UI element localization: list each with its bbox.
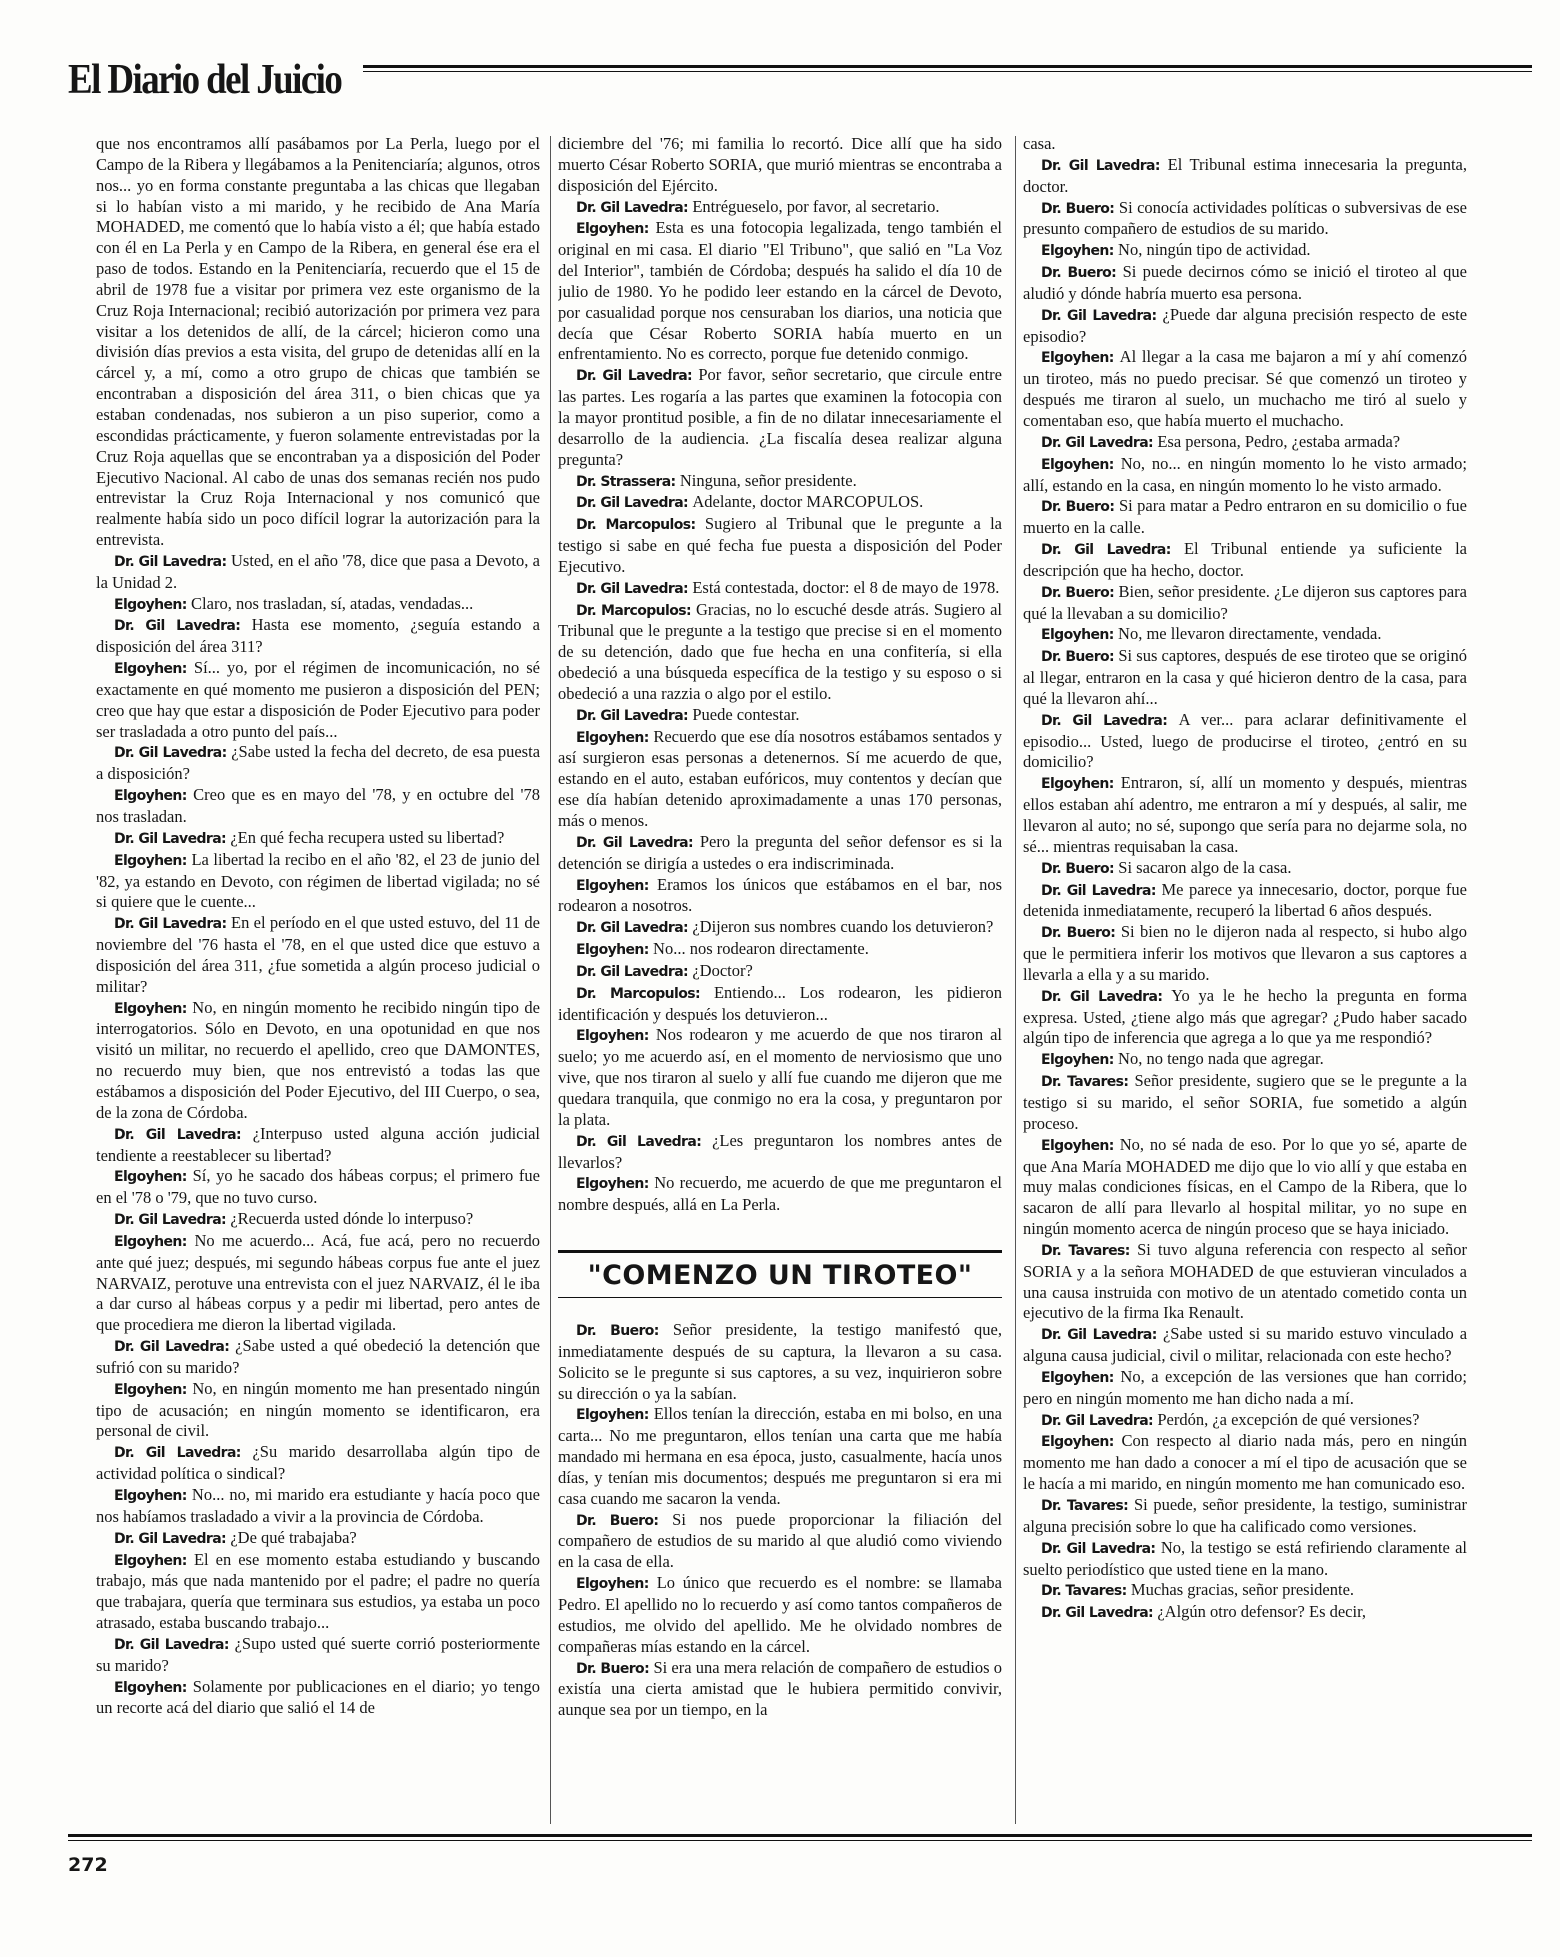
speaker-name: Dr. Gil Lavedra: xyxy=(1041,1605,1154,1622)
paragraph-text: ¿Dijeron sus nombres cuando los detuvieron? xyxy=(692,917,994,937)
speaker-name: Elgoyhen: xyxy=(576,942,649,959)
paragraph-text: El Tribunal estima innecesaria la pregunta, doctor. xyxy=(1023,154,1467,196)
transcript-paragraph xyxy=(558,365,1002,470)
transcript-paragraph xyxy=(96,1442,540,1485)
transcript-paragraph xyxy=(96,1634,540,1677)
speaker-name: Dr. Buero: xyxy=(1041,649,1115,666)
speaker-name: Dr. Gil Lavedra: xyxy=(114,830,227,847)
transcript-paragraph xyxy=(1023,347,1467,431)
speaker-name: Elgoyhen: xyxy=(114,852,187,869)
paragraph-text: Si puede decirnos cómo se inició el tiroteo al que aludió y dónde habría muerto esa persona. xyxy=(1023,262,1467,303)
transcript-paragraph xyxy=(558,600,1002,705)
paragraph-text: Recuerdo que ese día nosotros estábamos sentados y así surgieron esas personas a detenernos. Sí me acuerdo de que, estando en el auto, estaban eufóricos, muy contentos y decían que ese día habían detenido aproximadamente a unas 170 personas, más o menos. xyxy=(558,726,1002,830)
article-body xyxy=(96,134,1518,1824)
speaker-name: Dr. Gil Lavedra: xyxy=(1041,988,1163,1005)
column-2 xyxy=(558,134,1002,1824)
transcript-paragraph xyxy=(1023,539,1467,582)
paragraph-text: Señor presidente, sugiero que se le pregunte a la testigo si su marido, el señor SORIA, fue sometido a algún proceso. xyxy=(1023,1071,1467,1133)
paragraph-text: No... nos rodearon directamente. xyxy=(653,939,869,959)
transcript-paragraph xyxy=(1023,880,1467,923)
transcript-paragraph xyxy=(1023,1240,1467,1324)
paragraph-text: No me acuerdo... Acá, fue acá, pero no recuerdo ante qué juez; después, mi segundo hábeas corpus fue ante el juez NARVAIZ, perotuve una entrevista con el juez NARVAIZ, él le iba a dar curso al hábeas corpus y a pedir mi libertad, pero antes de que procediera me dieron la libertad vigilada. xyxy=(96,1230,540,1335)
paragraph-text: Usted, en el año '78, dice que pasa a Devoto, a la Unidad 2. xyxy=(96,550,540,592)
speaker-name: Dr. Tavares: xyxy=(1041,1074,1129,1091)
paragraph-text: Si tuvo alguna referencia con respecto al señor SORIA y a la señora MOHADED de que estuvieran vinculados a una causa instruida con motivo de un atentado cometido conta un ejecutivo de la firma Ika Renault. xyxy=(1023,1239,1467,1323)
speaker-name: Dr. Gil Lavedra: xyxy=(114,618,241,635)
speaker-name: Dr. Tavares: xyxy=(1041,1583,1127,1600)
speaker-name: Elgoyhen: xyxy=(1041,243,1114,260)
paragraph-text: Perdón, ¿a excepción de qué versiones? xyxy=(1157,1409,1420,1429)
transcript-paragraph xyxy=(1023,922,1467,986)
speaker-name: Elgoyhen: xyxy=(576,1028,649,1045)
speaker-name: Elgoyhen: xyxy=(114,596,187,613)
speaker-name: Dr. Gil Lavedra: xyxy=(576,834,694,851)
transcript-paragraph xyxy=(1023,432,1467,454)
speaker-name: Dr. Gil Lavedra: xyxy=(576,580,689,597)
speaker-name: Dr. Gil Lavedra: xyxy=(1041,434,1154,451)
speaker-name: Dr. Buero: xyxy=(1041,860,1114,877)
paragraph-text: No, en ningún momento me han presentado ningún tipo de acusación; en ningún momento se identificaron, era personal de civil. xyxy=(96,1378,540,1441)
paragraph-text: Con respecto al diario nada más, pero en ningún momento me han dado a conocer a mí el tipo de acusación que se le hacía a mi marido, en ningún momento me han comunicado eso. xyxy=(1023,1431,1467,1494)
paragraph-text: Yo ya le he hecho la pregunta en forma expresa. Usted, ¿tiene algo más que agregar? ¿Pudo haber sacado algún tipo de inferencia que agrega a lo que ya me respondió? xyxy=(1023,985,1467,1048)
speaker-name: Dr. Gil Lavedra: xyxy=(114,553,227,570)
speaker-name: Elgoyhen: xyxy=(1041,1137,1114,1154)
speaker-name: Dr. Gil Lavedra: xyxy=(576,199,689,216)
speaker-name: Elgoyhen: xyxy=(1041,1369,1114,1386)
speaker-name: Elgoyhen: xyxy=(576,1576,649,1593)
speaker-name: Dr. Gil Lavedra: xyxy=(576,963,689,980)
speaker-name: Dr. Gil Lavedra: xyxy=(1041,157,1160,174)
transcript-paragraph xyxy=(96,551,540,594)
column-divider xyxy=(550,136,551,1824)
transcript-paragraph xyxy=(1023,1410,1467,1432)
paragraph-text: ¿Sabe usted si su marido estuvo vinculado a alguna causa judicial, civil o militar, relacionada con este hecho? xyxy=(1023,1324,1467,1366)
transcript-paragraph xyxy=(96,1550,540,1634)
transcript-paragraph xyxy=(558,1173,1002,1216)
speaker-name: Elgoyhen: xyxy=(1041,1052,1114,1069)
paragraph-text: La libertad la recibo en el año '82, el 23 de junio del '82, ya estando en Devoto, con régimen de libertad vigilada; no sé si quiere que le cuente... xyxy=(96,849,540,912)
transcript-paragraph xyxy=(1023,1324,1467,1367)
speaker-name: Elgoyhen: xyxy=(1041,627,1114,644)
transcript-paragraph xyxy=(1023,1431,1467,1495)
transcript-paragraph xyxy=(1023,1602,1467,1624)
speaker-name: Elgoyhen: xyxy=(114,1488,187,1504)
speaker-name: Elgoyhen: xyxy=(114,1552,187,1569)
footer-rule-thin xyxy=(68,1840,1532,1841)
paragraph-text: diciembre del '76; mi familia lo recortó. Dice allí que ha sido muerto César Roberto SORIA, que murió mientras se encontraba a disposición del Ejército. xyxy=(558,134,1002,195)
transcript-paragraph xyxy=(1023,858,1467,880)
speaker-name: Dr. Buero: xyxy=(576,1660,650,1677)
paragraph-text: Entiendo... Los rodearon, les pidieron identificación y después los detuvieron... xyxy=(558,982,1002,1024)
paragraph-text: En el período en el que usted estuvo, del 11 de noviembre del '76 hasta el '78, en el que usted dice que estuvo a disposición del área 311, ¿fue sometida a algún proceso judicial o militar? xyxy=(96,913,540,996)
transcript-paragraph xyxy=(558,471,1002,493)
transcript-paragraph xyxy=(558,1131,1002,1174)
transcript-paragraph xyxy=(1023,305,1467,348)
transcript-paragraph xyxy=(558,1510,1002,1574)
paragraph-text: ¿En qué fecha recupera usted su libertad? xyxy=(230,827,505,847)
column-divider xyxy=(1015,136,1016,1824)
paragraph-text: Claro, nos trasladan, sí, atadas, vendadas... xyxy=(191,593,474,613)
speaker-name: Elgoyhen: xyxy=(114,788,187,805)
column-2-bottom xyxy=(558,1320,1002,1721)
speaker-name: Elgoyhen: xyxy=(576,1407,649,1424)
paragraph-text: Ninguna, señor presidente. xyxy=(679,470,857,490)
paragraph-text: que nos encontramos allí pasábamos por La Perla, luego por el Campo de la Ribera y llegábamos a la Penitenciaría; algunos, otros nos... yo en forma constante preguntaba a las chicas que llegaban si lo habían visto a mi marido, y he recibido de Ana María MOHADED, me comentó que lo había visto a él; que había estado con él en La Perla y en Campo de la Ribera, en general ése era el paso de todos. Estando en la Penitenciaría, recuerdo que el 15 de abril de 1978 fue a visitar por primera vez este organismo de la Cruz Roja Internacional; recibió autorización por primera vez para visitar a los detenidos de allí, de la cárcel; hicieron como una división días previos a esta visita, del grupo de detenidas allí en la cárcel y, a mí, como a otro grupo de chicas que también se encontraban a disposición del área 311, o bien chicas que ya estaban condenadas, nos subieron a un piso superior, como a escondidas prácticamente, y fueron solamente entrevistadas por la Cruz Roja aquellas que se encontraban ya a disposición del Poder Ejecutivo Nacional. Al cabo de unas dos semanas recién nos pudo entrevistar la Cruz Roja Internacional y nos comunicó que realmente había sido un poco difícil lograr la autorización para la entrevista. xyxy=(96,134,540,550)
speaker-name: Elgoyhen: xyxy=(114,1381,187,1398)
transcript-paragraph xyxy=(558,983,1002,1026)
transcript-paragraph xyxy=(96,1528,540,1550)
transcript-paragraph xyxy=(1023,155,1467,198)
transcript-paragraph xyxy=(558,514,1002,578)
masthead xyxy=(68,52,1532,112)
transcript-paragraph xyxy=(558,1025,1002,1130)
paragraph-text: ¿Recuerda usted dónde lo interpuso? xyxy=(230,1209,474,1229)
speaker-name: Dr. Gil Lavedra: xyxy=(576,920,689,937)
paragraph-text: ¿Puede dar alguna precisión respecto de este episodio? xyxy=(1023,304,1467,346)
transcript-paragraph xyxy=(1023,1495,1467,1538)
column-3 xyxy=(1023,134,1467,1824)
page-number: 272 xyxy=(68,1854,108,1876)
paragraph-text: Hasta ese momento, ¿seguía estando a disposición del área 311? xyxy=(96,615,540,657)
paragraph-text: El en ese momento estaba estudiando y buscando trabajo, más que nada mantenido por el padre; el padre no quería que trabajara, quería que terminara sus estudios, ya estaba un poco atrasado, estaba buscando trabajo... xyxy=(96,1549,540,1633)
speaker-name: Elgoyhen: xyxy=(114,1169,187,1186)
paragraph-text: Me parece ya innecesario, doctor, porque fue detenida inmediatamente, recuperó la libertad 6 años después. xyxy=(1023,879,1467,921)
footer-rule-thick xyxy=(68,1834,1532,1837)
paragraph-text: Solamente por publicaciones en el diario; yo tengo un recorte acá del diario que salió el 14 de xyxy=(96,1676,540,1718)
speaker-name: Elgoyhen: xyxy=(114,1679,187,1696)
transcript-paragraph xyxy=(1023,582,1467,625)
transcript-paragraph xyxy=(96,1209,540,1231)
paragraph-text: ¿Supo usted qué suerte corrió posteriormente su marido? xyxy=(96,1633,540,1675)
transcript-paragraph xyxy=(1023,1367,1467,1410)
paragraph-text: Eramos los únicos que estábamos en el bar, nos rodearon a nosotros. xyxy=(558,874,1002,916)
transcript-paragraph xyxy=(1023,454,1467,497)
transcript-paragraph xyxy=(96,1485,540,1528)
speaker-name: Elgoyhen: xyxy=(1041,1434,1114,1451)
transcript-paragraph xyxy=(96,913,540,997)
column-1 xyxy=(96,134,540,1824)
paragraph-text: Nos rodearon y me acuerdo de que nos tiraron al suelo; yo me acuerdo así, en el momento de nerviosismo que uno vive, que nos tiraron al suelo y allí fue cuando me dijeron que me quedara tranquila, que conmigo no era la cosa, y preguntaron por la plata. xyxy=(558,1025,1002,1129)
speaker-name: Dr. Buero: xyxy=(576,1323,659,1340)
transcript-paragraph xyxy=(1023,134,1467,155)
speaker-name: Dr. Buero: xyxy=(1041,584,1115,601)
speaker-name: Dr. Gil Lavedra: xyxy=(114,1212,227,1229)
transcript-paragraph xyxy=(1023,1580,1467,1602)
paragraph-text: Sí, yo he sacado dos hábeas corpus; el primero fue en el '78 o '79, que no tuvo curso. xyxy=(96,1166,540,1208)
speaker-name: Elgoyhen: xyxy=(576,1176,649,1193)
paragraph-text: Si para matar a Pedro entraron en su domicilio o fue muerto en la calle. xyxy=(1023,496,1467,538)
speaker-name: Dr. Gil Lavedra: xyxy=(1041,1327,1157,1344)
speaker-name: Dr. Tavares: xyxy=(1041,1498,1129,1514)
paragraph-text: Si conocía actividades políticas o subversivas de ese presunto compañero de estudios de su marido. xyxy=(1023,197,1467,239)
paragraph-text: No, no... en ningún momento lo he visto armado; allí, estando en la casa, en ningún momento lo he visto armado. xyxy=(1023,453,1467,495)
paragraph-text: Al llegar a la casa me bajaron a mí y ahí comenzó un tiroteo, más no puedo precisar. Sé que comenzó un tiroteo y después me tiraron al suelo, un muchacho me tiró al suelo y comentaban eso, que había muerto el muchacho. xyxy=(1023,347,1467,430)
paragraph-text: Si sus captores, después de ese tiroteo que se originó al llegar, entraron en la casa y qué hicieron dentro de la casa, para qué la llevaron ahí... xyxy=(1023,646,1467,708)
speaker-name: Dr. Gil Lavedra: xyxy=(1041,882,1156,899)
transcript-paragraph xyxy=(1023,1135,1467,1240)
transcript-paragraph xyxy=(96,828,540,850)
paragraph-text: No recuerdo, me acuerdo de que me preguntaron el nombre después, allá en La Perla. xyxy=(558,1173,1002,1215)
paragraph-text: Si bien no le dijeron nada al respecto, si hubo algo que le permitiera inferir los motivos que llevaron a sus captores a llevarla a ella y a su marido. xyxy=(1023,922,1467,984)
paragraph-text: No... no, mi marido era estudiante y hacía poco que nos habíamos trasladado a vivir a la provincia de Córdoba. xyxy=(96,1485,540,1526)
paragraph-text: Si era una mera relación de compañero de estudios o existía una cierta amistad que le hubiera permitido convivir, aunque sea por un tiempo, en la xyxy=(558,1657,1002,1720)
transcript-paragraph xyxy=(558,1404,1002,1509)
speaker-name: Dr. Gil Lavedra: xyxy=(576,707,689,724)
speaker-name: Dr. Gil Lavedra: xyxy=(114,1530,227,1547)
speaker-name: Elgoyhen: xyxy=(1041,776,1114,793)
paragraph-text: Sugiero al Tribunal que le pregunte a la testigo si sabe en qué fecha fue puesta a disposición del Poder Ejecutivo. xyxy=(558,514,1002,576)
transcript-paragraph xyxy=(1023,1538,1467,1581)
transcript-paragraph xyxy=(96,785,540,828)
transcript-paragraph xyxy=(558,939,1002,961)
paragraph-text: No, en ningún momento he recibido ningún tipo de interrogatorios. Sólo en Devoto, en una opotunidad en que nos visitó un militar, no recuerdo el apellido, creo que DAMONTES, no recuerdo muy bien, que nos entrevistó a todas las que estábamos a disposición del Poder Ejecutivo, del III Cuerpo, o sea, de la zona de Córdoba. xyxy=(96,997,540,1122)
paragraph-text: Adelante, doctor MARCOPULOS. xyxy=(692,492,924,512)
speaker-name: Elgoyhen: xyxy=(576,729,649,746)
transcript-paragraph xyxy=(96,1336,540,1379)
paragraph-text: ¿Les preguntaron los nombres antes de llevarlos? xyxy=(558,1130,1002,1172)
paragraph-text: Ellos tenían la dirección, estaba en mi bolso, en una carta... No me preguntaron, ellos tenían una carta que me había mandado mi hermana en esa época, justo, casualmente, hacía unos días, y tenían mis documentos; después me preguntaron si era mi casa cuando me sacaron la venda. xyxy=(558,1404,1002,1508)
speaker-name: Dr. Gil Lavedra: xyxy=(114,916,227,933)
paragraph-text: Pero la pregunta del señor defensor es si la detención se dirigía a ustedes o era indiscriminada. xyxy=(558,831,1002,873)
speaker-name: Dr. Gil Lavedra: xyxy=(1041,542,1171,559)
transcript-paragraph xyxy=(558,917,1002,939)
transcript-paragraph xyxy=(558,578,1002,600)
speaker-name: Dr. Buero: xyxy=(1041,925,1116,942)
transcript-paragraph xyxy=(96,1379,540,1443)
transcript-paragraph xyxy=(96,658,540,742)
speaker-name: Elgoyhen: xyxy=(114,1000,187,1017)
transcript-paragraph xyxy=(1023,773,1467,857)
masthead-rule-thin xyxy=(363,71,1532,72)
paragraph-text: Por favor, señor secretario, que circule entre las partes. Les rogaría a las partes que examinen la fotocopia con la mayor prontitud posible, a fin de no dilatar innecesariamente el desarrollo de la audiencia. ¿La fiscalía desea realizar alguna pregunta? xyxy=(558,365,1002,469)
speaker-name: Dr. Gil Lavedra: xyxy=(114,1636,229,1653)
paragraph-text: casa. xyxy=(1023,134,1056,153)
speaker-name: Dr. Buero: xyxy=(1041,499,1115,516)
transcript-paragraph xyxy=(96,850,540,914)
speaker-name: Dr. Gil Lavedra: xyxy=(1041,712,1168,729)
transcript-paragraph xyxy=(558,134,1002,197)
section-subheading: "COMENZO UN TIROTEO" xyxy=(558,1250,1002,1298)
paragraph-text: A ver... para aclarar definitivamente el episodio... Usted, luego de producirse el tiroteo, ¿entró en su domicilio? xyxy=(1023,709,1467,772)
transcript-paragraph xyxy=(96,134,540,551)
paragraph-text: Lo único que recuerdo es el nombre: se llamaba Pedro. El apellido no lo recuerdo y así como tantos compañeros de estudios, me olvido del apellido. Me he olvidado nombres de compañeras mías estando en la cárcel. xyxy=(558,1573,1002,1656)
masthead-rule-thick xyxy=(363,65,1532,68)
paragraph-text: Señor presidente, la testigo manifestó que, inmediatamente después de su captura, la llevaron a su casa. Solicito se le pregunte si sus captores, a su vez, inquirieron sobre su dirección o ya la sabían. xyxy=(558,1320,1002,1403)
transcript-paragraph xyxy=(96,1166,540,1209)
speaker-name: Elgoyhen: xyxy=(1041,350,1114,367)
speaker-name: Dr. Gil Lavedra: xyxy=(114,745,227,762)
paragraph-text: Si puede, señor presidente, la testigo, suministrar alguna precisión sobre lo que ha calificado como versiones. xyxy=(1023,1495,1467,1536)
transcript-paragraph xyxy=(1023,262,1467,305)
paragraph-text: No, ningún tipo de actividad. xyxy=(1118,240,1311,260)
speaker-name: Dr. Gil Lavedra: xyxy=(576,495,689,512)
transcript-paragraph xyxy=(558,1658,1002,1722)
transcript-paragraph xyxy=(96,615,540,658)
paragraph-text: Muchas gracias, señor presidente. xyxy=(1130,1580,1355,1600)
speaker-name: Elgoyhen: xyxy=(576,221,649,238)
paragraph-text: No, a excepción de las versiones que han corrido; pero en ningún momento me han dicho nada a mí. xyxy=(1023,1366,1467,1408)
speaker-name: Dr. Tavares: xyxy=(1041,1242,1130,1259)
transcript-paragraph xyxy=(558,1573,1002,1657)
speaker-name: Dr. Gil Lavedra: xyxy=(1041,1540,1156,1557)
speaker-name: Dr. Gil Lavedra: xyxy=(576,368,693,385)
transcript-paragraph xyxy=(558,705,1002,727)
paragraph-text: ¿Sabe usted la fecha del decreto, de esa puesta a disposición? xyxy=(96,742,540,784)
transcript-paragraph xyxy=(1023,624,1467,646)
speaker-name: Dr. Strassera: xyxy=(576,473,676,490)
transcript-paragraph xyxy=(96,1124,540,1167)
speaker-name: Dr. Buero: xyxy=(576,1512,659,1529)
speaker-name: Dr. Marcopulos: xyxy=(576,517,696,534)
paragraph-text: No, no tengo nada que agregar. xyxy=(1118,1049,1324,1069)
paragraph-text: ¿De qué trabajaba? xyxy=(230,1527,357,1547)
speaker-name: Elgoyhen: xyxy=(1041,456,1114,473)
paragraph-text: ¿Sabe usted a qué obedeció la detención que sufrió con su marido? xyxy=(96,1336,540,1377)
transcript-paragraph xyxy=(558,197,1002,219)
transcript-paragraph xyxy=(558,875,1002,918)
speaker-name: Dr. Gil Lavedra: xyxy=(1041,1412,1154,1429)
speaker-name: Elgoyhen: xyxy=(576,877,649,894)
paragraph-text: Gracias, no lo escuché desde atrás. Sugiero al Tribunal que le pregunte a la testigo que precise si en el momento de su detención, dado que fue hecha en una confitería, si ella obedeció a una búsqueda específica de la testigo y su esposo o si obedeció a una razzia o algo por el estilo. xyxy=(558,599,1002,703)
transcript-paragraph xyxy=(558,218,1002,365)
paragraph-text: Puede contestar. xyxy=(692,704,800,724)
paragraph-text: ¿Algún otro defensor? Es decir, xyxy=(1157,1602,1367,1622)
transcript-paragraph xyxy=(96,1677,540,1720)
transcript-paragraph xyxy=(96,742,540,785)
paragraph-text: Está contestada, doctor: el 8 de mayo de 1978. xyxy=(692,577,1000,597)
transcript-paragraph xyxy=(96,998,540,1124)
paragraph-text: Bien, señor presidente. ¿Le dijeron sus captores para qué la llevaban a su domicilio? xyxy=(1023,581,1467,623)
speaker-name: Dr. Gil Lavedra: xyxy=(576,1133,702,1150)
paragraph-text: Entraron, sí, allí un momento y después, mientras ellos estaban ahí adentro, me entraron a mí y después, al salir, me llevaron al auto; no sé, supongo que sería para no dejarme sola, no sé... mientras requisaban la casa. xyxy=(1023,773,1467,856)
speaker-name: Elgoyhen: xyxy=(114,661,187,678)
speaker-name: Dr. Marcopulos: xyxy=(576,985,700,1002)
paragraph-text: ¿Su marido desarrollaba algún tipo de actividad política o sindical? xyxy=(96,1442,540,1484)
speaker-name: Dr. Marcopulos: xyxy=(576,602,691,619)
speaker-name: Dr. Gil Lavedra: xyxy=(114,1445,241,1462)
transcript-paragraph xyxy=(558,727,1002,832)
transcript-paragraph xyxy=(558,832,1002,875)
transcript-paragraph xyxy=(1023,198,1467,241)
transcript-paragraph xyxy=(96,594,540,616)
paragraph-text: Entrégueselo, por favor, al secretario. xyxy=(692,196,940,216)
paragraph-text: No, la testigo se está refiriendo claramente al suelto periodístico que usted tiene en la mano. xyxy=(1023,1537,1467,1579)
transcript-paragraph xyxy=(1023,710,1467,774)
paragraph-text: No, me llevaron directamente, vendada. xyxy=(1118,624,1382,644)
paragraph-text: Creo que es en mayo del '78, y en octubre del '78 nos trasladan. xyxy=(96,785,540,826)
speaker-name: Dr. Gil Lavedra: xyxy=(114,1339,230,1356)
speaker-name: Dr. Buero: xyxy=(1041,265,1117,282)
paragraph-text: Esa persona, Pedro, ¿estaba armada? xyxy=(1157,431,1401,451)
speaker-name: Dr. Gil Lavedra: xyxy=(1041,307,1157,324)
paragraph-text: No, no sé nada de eso. Por lo que yo sé, aparte de que Ana María MOHADED me dijo que lo vio allí y que estaba en muy malas condiciones físicas, en el Campo de la Ribera, que lo sacaron de allí para llevarlo al hospital militar, yo no supe en ningún momento acerca de ningún proceso que se haya iniciado. xyxy=(1023,1134,1467,1239)
paragraph-text: Si nos puede proporcionar la filiación del compañero de estudios de su marido al que aludió como viviendo en la casa de ella. xyxy=(558,1509,1002,1572)
speaker-name: Elgoyhen: xyxy=(114,1233,187,1250)
transcript-paragraph xyxy=(96,1231,540,1336)
paragraph-text: ¿Interpuso usted alguna acción judicial tendiente a reestablecer su libertad? xyxy=(96,1123,540,1165)
transcript-paragraph xyxy=(558,492,1002,514)
speaker-name: Dr. Gil Lavedra: xyxy=(114,1126,241,1143)
transcript-paragraph xyxy=(558,961,1002,983)
paragraph-text: ¿Doctor? xyxy=(692,960,753,980)
publication-title: El Diario del Juicio xyxy=(68,57,342,103)
column-2-top xyxy=(558,134,1002,1216)
transcript-paragraph xyxy=(1023,240,1467,262)
paragraph-text: Si sacaron algo de la casa. xyxy=(1118,857,1292,877)
transcript-paragraph xyxy=(558,1320,1002,1404)
transcript-paragraph xyxy=(1023,646,1467,710)
transcript-paragraph xyxy=(1023,1049,1467,1071)
paragraph-text: Esta es una fotocopia legalizada, tengo también el original en mi casa. El diario "El Tribuno", que salió en "La Voz del Interior", también de Córdoba; después ha salido el día 10 de julio de 1980. Yo he podido leer estando en la cárcel de Devoto, por casualidad porque nos censuraban los diarios, una noticia que decía que César Roberto SORIA había muerto en un enfrentamiento. No es correcto, porque fue detenido conmigo. xyxy=(558,218,1002,364)
transcript-paragraph xyxy=(1023,1071,1467,1135)
speaker-name: Dr. Buero: xyxy=(1041,200,1115,217)
paragraph-text: Sí... yo, por el régimen de incomunicación, no sé exactamente en qué momento me pusieron a disposición del PEN; creo que hay que estar a disposición de Poder Ejecutivo para poder ser trasladada a otro punto del país... xyxy=(96,658,540,741)
transcript-paragraph xyxy=(1023,986,1467,1050)
transcript-paragraph xyxy=(1023,496,1467,539)
paragraph-text: El Tribunal entiende ya suficiente la descripción que ha hecho, doctor. xyxy=(1023,539,1467,580)
